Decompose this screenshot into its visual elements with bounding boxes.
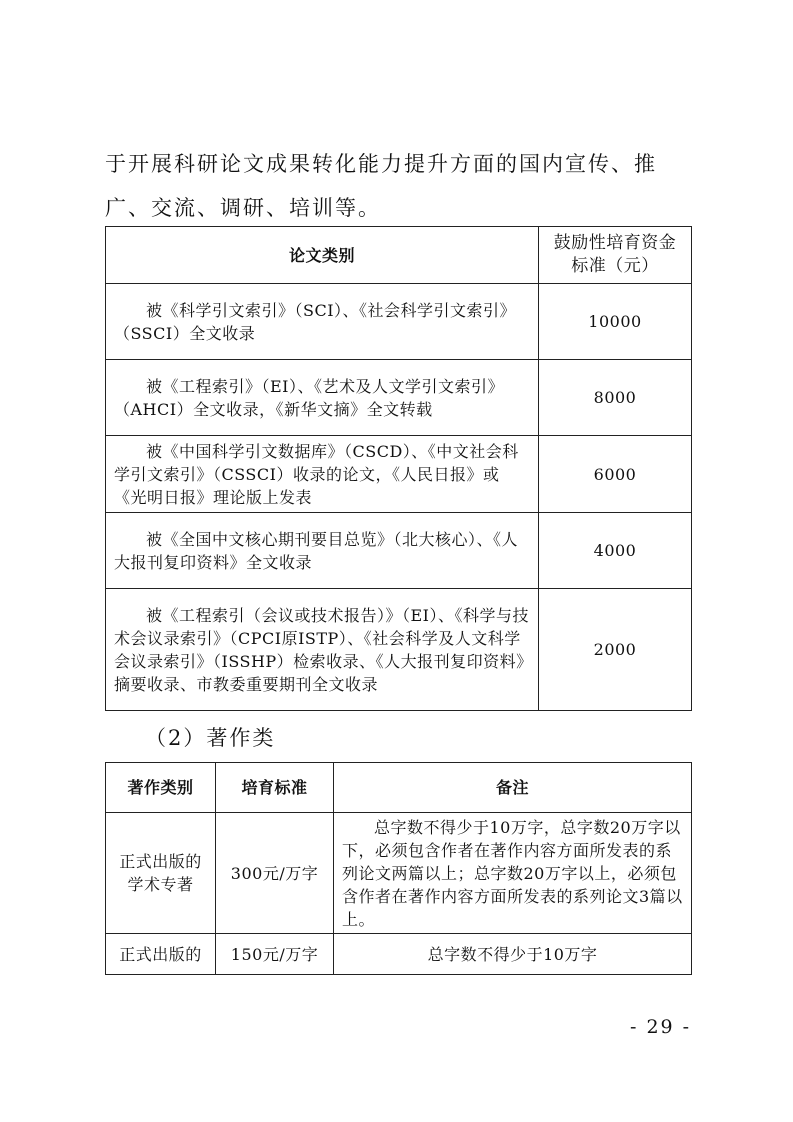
- paper-amount-cell: 4000: [539, 513, 692, 589]
- paper-amount-header: 鼓励性培育资金标准（元）: [539, 227, 692, 284]
- paper-table-header: [106, 227, 692, 284]
- table-row: [106, 436, 692, 513]
- table-row: [106, 589, 692, 711]
- paper-category-cell: 被《中国科学引文数据库》（CSCD）、《中文社会科学引文索引》（CSSCI）收录的论文，《人民日报》或《光明日报》理论版上发表: [106, 436, 539, 513]
- paper-amount-cell: 2000: [539, 589, 692, 711]
- table-row: [106, 813, 692, 934]
- paper-category-cell: 被《工程索引（会议或技术报告）》（EI）、《科学与技术会议录索引》（CPCI原ISTP）、《社会科学及人文科学会议录索引》（ISSHP）检索收录、《人大报刊复印资料》摘要收录、市教委重要期刊全文收录: [106, 589, 539, 711]
- book-note-cell: 总字数不得少于10万字，总字数20万字以下，必须包含作者在著作内容方面所发表的系列论文两篇以上；总字数20万字以上，必须包含作者在著作内容方面所发表的系列论文3篇以上。: [334, 813, 692, 934]
- book-type-header: 著作类别: [106, 763, 216, 813]
- book-standard-cell: 300元/万字: [216, 813, 334, 934]
- paper-category-header: 论文类别: [106, 227, 539, 284]
- book-note-cell: 总字数不得少于10万字: [334, 934, 692, 975]
- page-number: - 29 -: [630, 1016, 692, 1038]
- table-row: [106, 934, 692, 975]
- table-row: [106, 360, 692, 436]
- paper-category-cell: 被《科学引文索引》（SCI）、《社会科学引文索引》（SSCI）全文收录: [106, 284, 539, 360]
- book-funding-table: [105, 762, 692, 975]
- paper-funding-table: [105, 226, 692, 711]
- book-standard-header: 培育标准: [216, 763, 334, 813]
- book-note-header: 备注: [334, 763, 692, 813]
- book-table-header: [106, 763, 692, 813]
- paper-category-cell: 被《工程索引》（EI）、《艺术及人文学引文索引》（AHCI）全文收录，《新华文摘》全文转载: [106, 360, 539, 436]
- intro-paragraph: 于开展科研论文成果转化能力提升方面的国内宣传、推广、交流、调研、培训等。: [105, 152, 657, 220]
- book-type-cell: 正式出版的: [106, 934, 216, 975]
- paper-amount-cell: 8000: [539, 360, 692, 436]
- book-standard-cell: 150元/万字: [216, 934, 334, 975]
- book-type-cell: 正式出版的学术专著: [106, 813, 216, 934]
- paper-amount-cell: 10000: [539, 284, 692, 360]
- paper-amount-cell: 6000: [539, 436, 692, 513]
- section-heading: （2）著作类: [145, 726, 276, 750]
- table-row: [106, 513, 692, 589]
- table-row: [106, 284, 692, 360]
- paper-category-cell: 被《全国中文核心期刊要目总览》（北大核心）、《人大报刊复印资料》全文收录: [106, 513, 539, 589]
